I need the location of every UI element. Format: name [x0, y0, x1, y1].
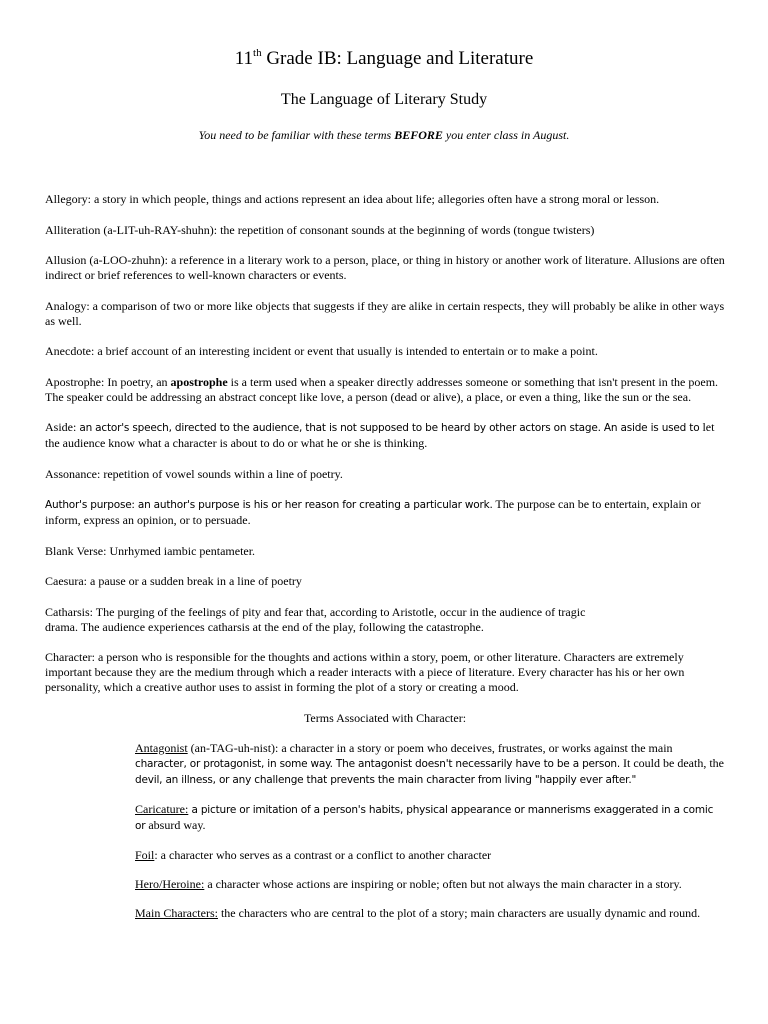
- glossary-entry-anecdote: [45, 344, 725, 359]
- glossary-entry-catharsis: [45, 605, 725, 635]
- page-subtitle: The Language of Literary Study: [280, 91, 488, 108]
- term: Main Characters:: [135, 905, 218, 920]
- term: Blank Verse: [45, 543, 104, 558]
- definition-cont: absurd way.: [145, 817, 206, 832]
- section-heading: Terms Associated with Character:: [303, 710, 467, 725]
- term: Allegory: [45, 192, 88, 206]
- glossary-entry-antagonist: [135, 741, 725, 788]
- definition: (an-TAG-uh-nist): a character in a story or poem who deceives, frustrates, or works against the main: [187, 740, 673, 755]
- definition: : Unrhymed iambic pentameter.: [103, 543, 256, 558]
- definition: : a story in which people, things and actions represent an idea about life; allegories often have a strong moral or lesson.: [87, 192, 660, 206]
- term: Alliteration: [45, 222, 101, 237]
- term: Hero/Heroine:: [135, 876, 205, 891]
- term: Author's purpose: [45, 499, 132, 511]
- notice-bold: BEFORE: [394, 128, 443, 142]
- title-prefix: 11: [234, 48, 254, 69]
- glossary-entry-alliteration: [45, 223, 725, 238]
- glossary-entry-authors-purpose: [45, 497, 725, 528]
- glossary-entry-caricature: [135, 802, 725, 834]
- definition: : a character who serves as a contrast or a conflict to another character: [154, 847, 492, 862]
- definition: : a pause or a sudden break in a line of poetry: [83, 574, 302, 588]
- definition: the characters who are central to the plot of a story; main characters are usually dynamic and round.: [217, 905, 701, 920]
- glossary-entry-assonance: [45, 467, 725, 482]
- definition: : repetition of vowel sounds within a line of poetry.: [96, 466, 343, 481]
- term: Allusion: [45, 253, 87, 267]
- term: Aside: [45, 420, 73, 434]
- definition: : a comparison of two or more like objects that suggests if they are alike in certain respects, they will probably be alike in other ways as well.: [45, 298, 725, 328]
- definition-cont: let the audience know what a character is about to do or what he or she is thinking.: [45, 420, 715, 450]
- definition-cont: is a term used when a speaker directly addresses someone or something that isn't present in the poem. The speaker could be addressing an abstract concept like love, a person (dead or alive), a place, or even a thing, like the sun or the sea.: [45, 374, 719, 404]
- term: Analogy: [45, 298, 87, 313]
- term: Catharsis: [45, 604, 90, 619]
- definition-alt-font: character, or protagonist, in some way. The antagonist doesn't necessarily have to be a person.: [135, 757, 621, 770]
- definition-cont: drama. The audience experiences catharsis at the end of the play, following the catastrophe.: [45, 619, 484, 634]
- glossary-entry-apostrophe: [45, 375, 725, 405]
- definition-alt-font: a picture or imitation of a person's habits, physical appearance or mannerisms exaggerated in a comic or: [135, 803, 714, 832]
- definition-cont: The purpose can be to entertain, explain or inform, express an opinion, or to persuade.: [45, 497, 701, 527]
- glossary-list: [45, 192, 725, 935]
- character-terms-list: [135, 741, 725, 921]
- definition: :: [73, 420, 80, 434]
- definition: : a person who is responsible for the thoughts and actions within a story, poem, or other literature. Characters are extremely important because they are the medium through which a reader interacts with a piece of literature. Every character has his or her own personality, which a creative author uses to assist in forming the plot of a story or creating a mood.: [45, 650, 685, 694]
- definition: (a-LIT-uh-RAY-shuhn): the repetition of consonant sounds at the beginning of words (tongue twisters): [100, 222, 595, 237]
- page-title: [0, 46, 768, 72]
- definition: : a brief account of an interesting incident or event that usually is intended to entertain or to make a point.: [90, 344, 598, 358]
- definition-alt-font-2: devil, an illness, or any challenge that prevents the main character from living "happily ever after.": [135, 773, 637, 786]
- glossary-entry-allegory: [45, 192, 725, 207]
- definition: (a-LOO-zhuhn): a reference in a literary work to a person, place, or thing in history or another work of literature. Allusions are often indirect or brief references to well-known characters or events.: [45, 253, 725, 282]
- definition: : The purging of the feelings of pity and fear that, according to Aristotle, occur in the audience of tragic: [89, 604, 586, 619]
- glossary-entry-character: [45, 650, 725, 695]
- glossary-entry-allusion: [45, 253, 725, 283]
- definition: a character whose actions are inspiring or noble; often but not always the main character in a story.: [204, 876, 682, 891]
- term: Apostrophe: [45, 374, 101, 389]
- notice-text: [0, 127, 768, 143]
- glossary-entry-hero-heroine: [135, 877, 725, 892]
- glossary-entry-caesura: [45, 574, 725, 589]
- definition: : In poetry, an: [101, 374, 171, 389]
- definition-alt-font: an author's purpose is his or her reason for creating a particular work.: [137, 499, 493, 511]
- term: Foil: [135, 847, 155, 862]
- glossary-entry-blank-verse: [45, 544, 725, 559]
- notice-before: You need to be familiar with these terms: [198, 128, 395, 142]
- term: Character: [45, 650, 92, 664]
- glossary-entry-main-characters: [135, 906, 725, 921]
- glossary-entry-foil: [135, 848, 725, 863]
- definition: :: [131, 497, 138, 511]
- term: Caesura: [45, 574, 84, 588]
- term: Anecdote: [45, 344, 91, 358]
- title-rest: Grade IB: Language and Literature: [261, 48, 534, 69]
- glossary-entry-analogy: [45, 299, 725, 329]
- glossary-entry-aside: [45, 420, 725, 451]
- term: Assonance: [45, 466, 97, 481]
- title-superscript: th: [253, 47, 262, 59]
- definition-bold: apostrophe: [170, 374, 228, 389]
- term: Antagonist: [135, 740, 188, 755]
- definition-alt-font: an actor's speech, directed to the audience, that is not supposed to be heard by other actors on stage. An aside is used to: [79, 422, 700, 434]
- term: Caricature:: [135, 801, 189, 816]
- definition-cont: It could be death, the: [620, 755, 724, 770]
- notice-after: you enter class in August.: [442, 128, 570, 142]
